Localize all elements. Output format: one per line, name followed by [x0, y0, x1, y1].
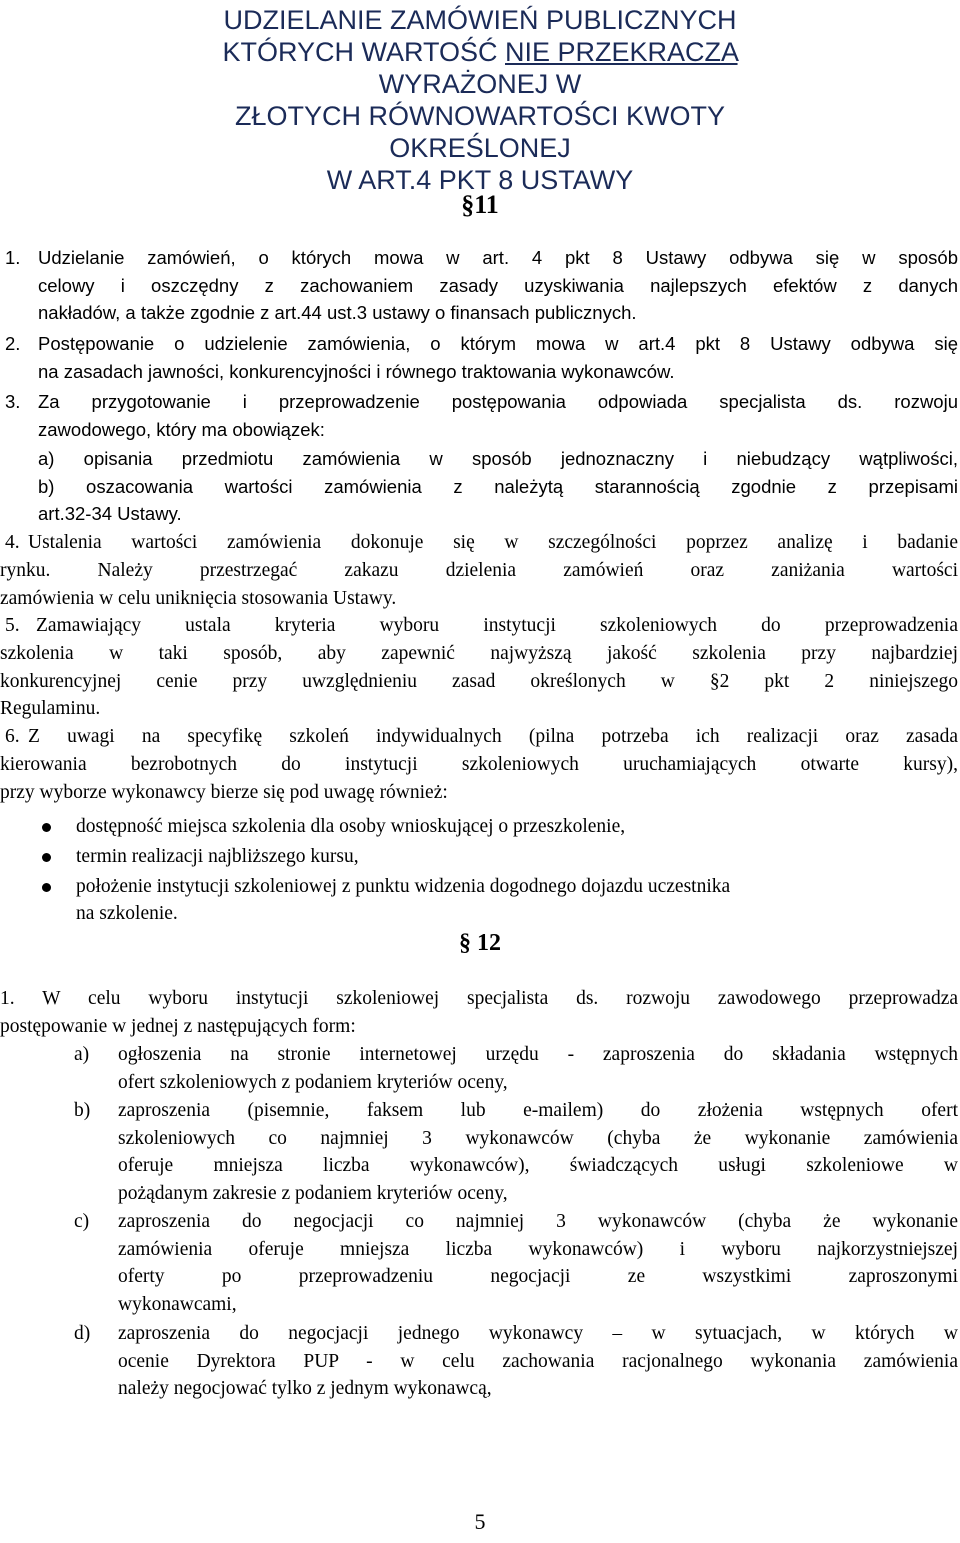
document-title	[150, 4, 810, 196]
title-line-2: KTÓRYCH WARTOŚĆ NIE PRZEKRACZA WYRAŻONEJ W	[222, 37, 738, 99]
title-line-1: UDZIELANIE ZAMÓWIEŃ PUBLICZNYCH	[223, 5, 737, 35]
section-12-heading: § 12	[459, 930, 501, 956]
item-b: b) oszacowania wartości zamówienia z należytą starannością zgodnie z przepisami	[38, 475, 958, 497]
bullet-icon	[42, 823, 51, 832]
document-page: UDZIELANIE ZAMÓWIEŃ PUBLICZNYCH KTÓRYCH WARTOŚĆ NIE PRZEKRACZA WYRAŻONEJ W ZŁOTYCH RÓWNOWARTOŚCI KWOTY OKREŚLONEJ W ART.4 PKT 8 USTAWY §11 1. Udzielanie zamówień, o których mowa w art. 4 pkt 8 Ustawy odbywa się w sposób celowy i oszczędny z zachowaniem zasady uzyskiwania najlepszych efektów z danych nakładów, a także zgodnie z art.44 ust.3 ustawy o finansach publicznych. 2. Postępowanie o udzielenie zamówienia, o którym mowa w art.4 pkt 8 Ustawy odbywa się na zasadach jawności, konkurencyjności i równego traktowania wykonawców. 3. Za przygotowanie i przeprowadzenie postępowania odpowiada specjalista ds. rozwoju zawodowego, który ma obowiązek: a) opisania przedmiotu zamówienia w sposób jednoznaczny i niebudzący wątpliwości, b) oszacowania wartości zamówienia z należytą starannością zgodnie z przepisami art.32-34 Ustawy. 4. Ustalenia wartości zamówienia dokonuje się w szczególności poprzez analizę i badanie rynku. Należy przestrzegać zakazu dzielenia zamówień oraz zaniżania wartości zamówienia w celu uniknięcia stosowania Ustawy. 5. Zamawiający ustala kryteria wyboru instytucji szkoleniowych do przeprowadzenia szkolenia w taki sposób, aby zapewnić najwyższą jakość szkolenia przy najbardziej konkurencyjnej cenie przy uwzględnieniu zasad określonych w §2 pkt 2 niniejszego Regulaminu. 6. Z uwagi na specyfikę szkoleń indywidualnych (pilna potrzeba ich realizacji oraz zasada kierowania bezrobotnych do instytucji szkoleniowych uruchamiających otwarte kursy), przy wyborze wykonawcy bierze się pod uwagę również: dostępność miejsca szkolenia dla osoby wnioskującej o przeszkolenie, termin realizacji najbliższego kursu, położenie instytucji szkoleniowej z punktu widzenia dogodnego dojazdu uczestnika na szkolenie. § 12 1. W celu wyboru instytucji szkoleniowej specjalista ds. rozwoju zawodowego przeprowadza postępowanie w jednej z następujących form: a) ogłoszenia na stronie internetowej urzędu - zaproszenia do składania wstępnych ofert szkoleniowych z podaniem kryteriów oceny, b) zaproszenia (pisemnie, faksem lub e-mailem) do złożenia wstępnych ofert szkoleniowych co najmniej 3 wykonawców (chyba że wykonanie zamówienia oferuje mniejsza liczba wykonawców), świadczących usługi szkoleniowe w pożądanym zakresie z podaniem kryteriów oceny, c) zaproszenia do negocjacji co najmniej 3 wykonawców (chyba że wykonanie zamówienia oferuje mniejsza liczba wykonawców) i wyboru najkorzystniejszej oferty po przeprowadzeniu negocjacji ze wszystkimi zaproszonymi wykonawcami, d) zaproszenia do negocjacji jednego wykonawcy – w sytuacjach, w których w ocenie Dyrektora PUP - w celu zachowania racjonalnego wykonania zamówienia należy negocjować tylko z jednym wykonawcą, 5	[0, 5, 958, 1534]
paragraph-3-items: a) opisania przedmiotu zamówienia w sposób jednoznaczny i niebudzący wątpliwości, b) oszacowania wartości zamówienia z należytą starannością zgodnie z przepisami art.32-34 Ustawy.	[38, 445, 958, 528]
title-line-4: W ART.4 PKT 8 USTAWY	[326, 165, 634, 195]
bullet-icon	[42, 853, 51, 862]
item-a: a) opisania przedmiotu zamówienia w sposób jednoznaczny i niebudzący wątpliwości,	[38, 448, 958, 469]
bullet-icon	[42, 883, 51, 892]
page-number: 5	[474, 1509, 486, 1534]
title-underlined: NIE PRZEKRACZA	[505, 37, 738, 67]
section-11-heading: §11	[461, 190, 499, 219]
title-line-3: ZŁOTYCH RÓWNOWARTOŚCI KWOTY OKREŚLONEJ	[234, 101, 725, 163]
paragraph-12-1: 1. W celu wyboru instytucji szkoleniowej specjalista ds. rozwoju zawodowego przeprowadza postępowanie w jednej z następujących form:	[0, 988, 958, 1037]
